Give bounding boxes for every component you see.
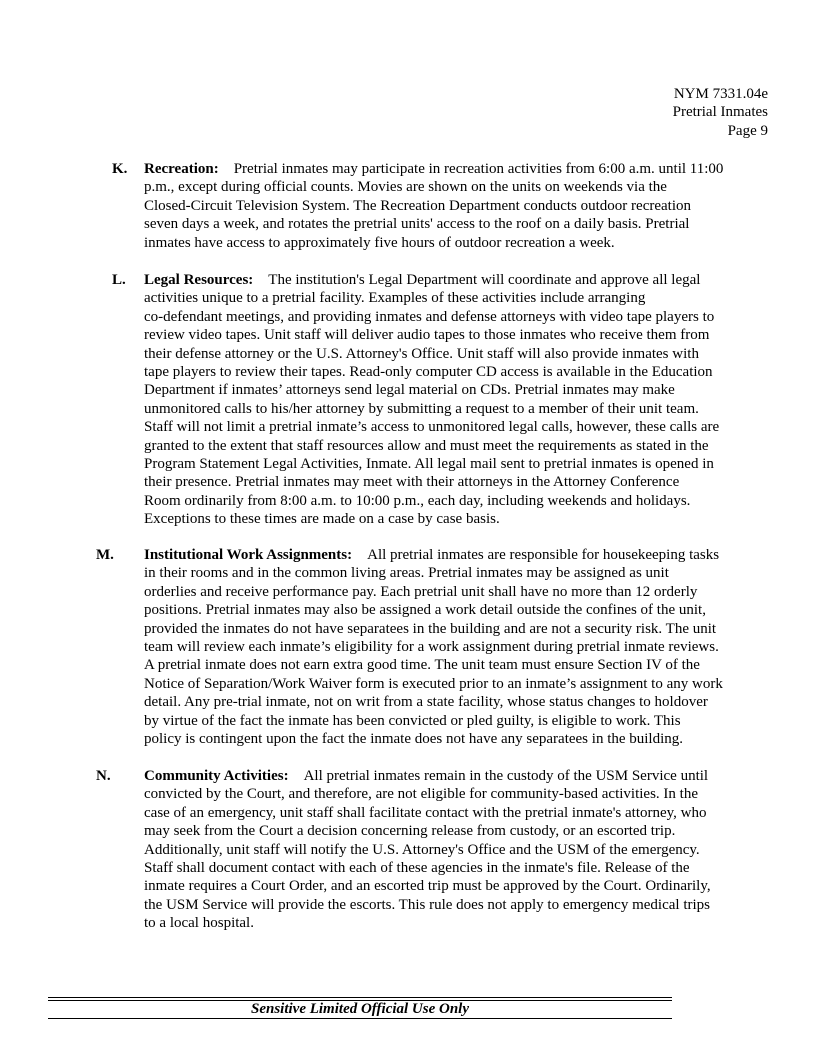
paragraph-line: Legal Resources: The institution's Legal Department will coordinate and approve all legal: [144, 272, 701, 288]
paragraph-line: Notice of Separation/Work Waiver form is executed prior to an inmate’s assignment to any work: [144, 675, 723, 692]
paragraph-line: inmates have access to approximately five hours of outdoor recreation a week.: [144, 234, 615, 251]
paragraph-line: Program Statement Legal Activities, Inmate. All legal mail sent to pretrial inmates is opened in: [144, 456, 714, 473]
paragraph-line: granted to the extent that staff resources allow and must meet the requirements as stated in the: [144, 437, 709, 454]
paragraph-line: Community Activities: All pretrial inmates remain in the custody of the USM Service until: [144, 768, 709, 784]
section-label: K.: [112, 161, 128, 177]
document-title: Pretrial Inmates: [672, 104, 768, 121]
paragraph-line: Recreation: Pretrial inmates may participate in recreation activities from 6:00 a.m. until 11:00: [144, 161, 724, 177]
paragraph-line: inmate requires a Court Order, and an escorted trip must be approved by the Court. Ordinarily,: [144, 878, 711, 895]
paragraph-line: in their rooms and in the common living areas. Pretrial inmates may be assigned as unit: [144, 565, 669, 582]
section-paragraph: [144, 767, 769, 933]
section-title: Recreation:: [144, 161, 219, 177]
section-label: L.: [112, 272, 126, 288]
footer-classification: Sensitive Limited Official Use Only: [250, 1001, 470, 1017]
section-title: Community Activities:: [144, 768, 289, 784]
paragraph-line: Department if inmates’ attorneys send legal material on CDs. Pretrial inmates may make: [144, 382, 675, 399]
paragraph-line: their presence. Pretrial inmates may meet with their attorneys in the Attorney Conference: [144, 474, 680, 491]
paragraph-line: seven days a week, and rotates the pretrial units' access to the roof on a daily basis. Pretrial: [144, 216, 690, 233]
paragraph-line: team will review each inmate’s eligibility for a work assignment during pretrial inmate reviews.: [144, 639, 719, 656]
paragraph-line: A pretrial inmate does not earn extra good time. The unit team must ensure Section IV of the: [144, 657, 700, 674]
footer-bottom-rule: [48, 1018, 672, 1019]
paragraph-line: Closed-Circuit Television System. The Recreation Department conducts outdoor recreation: [144, 197, 692, 214]
paragraph-line: orderlies and receive performance pay. Each pretrial unit shall have no more than 12 orderly: [144, 583, 698, 600]
section-paragraph: [144, 160, 769, 252]
paragraph-line: Exceptions to these times are made on a case by case basis.: [144, 511, 500, 528]
document-number: NYM 7331.04e: [673, 86, 768, 102]
page-number: Page 9: [727, 122, 768, 139]
section-label: N.: [96, 768, 111, 784]
paragraph-line: Additionally, unit staff will notify the U.S. Attorney's Office and the USM of the emergency.: [144, 841, 700, 858]
paragraph-line: to a local hospital.: [144, 915, 254, 932]
paragraph-line: convicted by the Court, and therefore, are not eligible for community-based activities. In the: [144, 786, 698, 803]
section-title: Legal Resources:: [144, 272, 254, 288]
section-paragraph: [144, 271, 769, 529]
paragraph-line: tape players to review their tapes. Read-only computer CD access is available in the Education: [144, 364, 713, 381]
paragraph-line: co-defendant meetings, and providing inmates and defense attorneys with video tape players to: [144, 308, 715, 325]
paragraph-line: the USM Service will provide the escorts. This rule does not apply to emergency medical trips: [144, 896, 710, 913]
paragraph-line: positions. Pretrial inmates may also be assigned a work detail outside the confines of the unit,: [144, 602, 706, 619]
paragraph-line: detail. Any pre-trial inmate, not on writ from a state facility, whose status changes to holdover: [144, 694, 708, 711]
section-title: Institutional Work Assignments:: [144, 547, 353, 563]
paragraph-line: may seek from the Court a decision concerning release from custody, or an escorted trip.: [144, 823, 676, 840]
paragraph-line: Institutional Work Assignments: All pretrial inmates are responsible for housekeeping tasks: [144, 547, 720, 563]
page-footer: [48, 997, 672, 1019]
paragraph-line: Staff will not limit a pretrial inmate’s access to unmonitored legal calls, however, these calls are: [144, 419, 720, 436]
paragraph-line: review video tapes. Unit staff will deliver audio tapes to those inmates who receive them from: [144, 327, 710, 344]
paragraph-line: case of an emergency, unit staff shall facilitate contact with the pretrial inmate's attorney, who: [144, 804, 707, 821]
paragraph-line: by virtue of the fact the inmate has been convicted or pled guilty, is eligible to work. This: [144, 712, 681, 729]
paragraph-line: Room ordinarily from 8:00 a.m. to 10:00 p.m., each day, including weekends and holidays.: [144, 492, 691, 509]
section-paragraph: [144, 546, 769, 748]
page-header: [673, 85, 768, 140]
paragraph-line: their defense attorney or the U.S. Attorney's Office. Unit staff will also provide inmates with: [144, 345, 699, 362]
paragraph-line: activities unique to a pretrial facility. Examples of these activities include arranging: [144, 290, 646, 307]
paragraph-line: unmonitored calls to his/her attorney by submitting a request to a member of their unit team.: [144, 400, 699, 417]
paragraph-line: provided the inmates do not have separatees in the building and are not a security risk. The unit: [144, 620, 717, 637]
paragraph-line: Staff shall document contact with each of these agencies in the inmate's file. Release of the: [144, 860, 690, 877]
paragraph-line: policy is contingent upon the fact the inmate does not have any separatees in the building.: [144, 731, 684, 748]
paragraph-line: p.m., except during official counts. Movies are shown on the units on weekends via the: [144, 179, 667, 196]
section-label: M.: [96, 547, 114, 563]
